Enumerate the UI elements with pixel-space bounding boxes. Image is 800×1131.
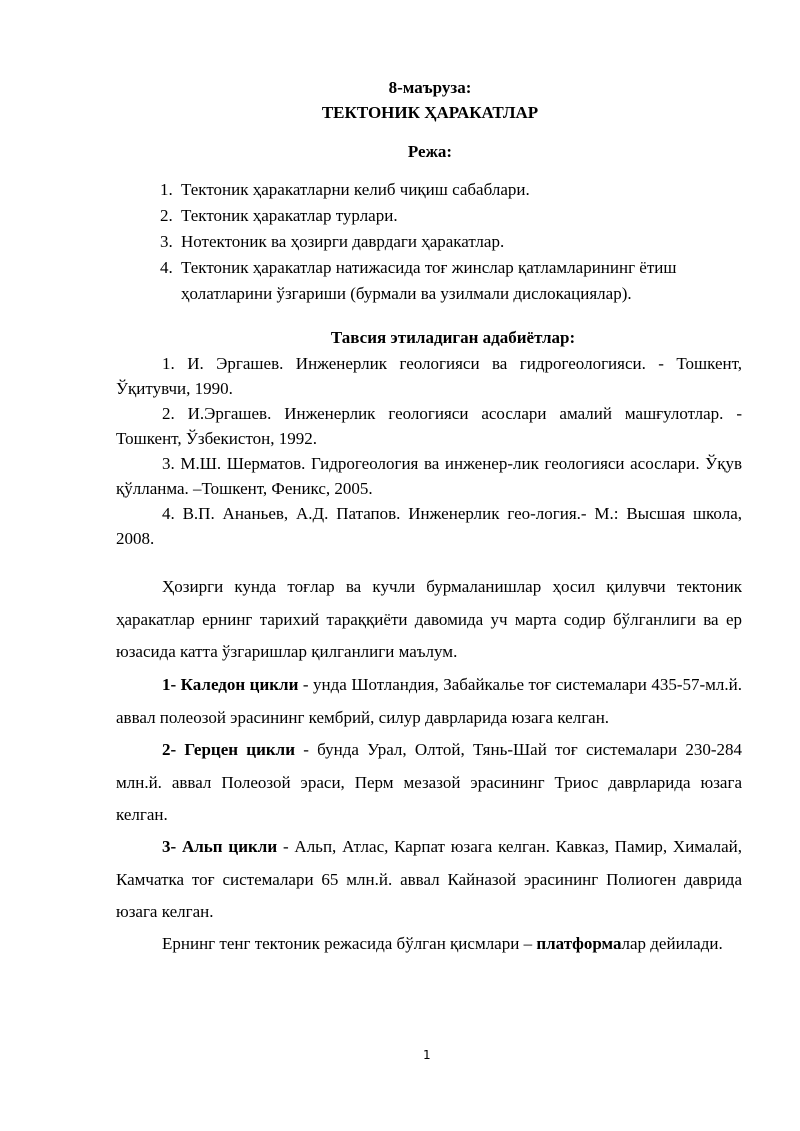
plan-item-number: 2. bbox=[160, 206, 173, 225]
literature-heading: Тавсия этиладиган адабиётлар: bbox=[330, 328, 576, 347]
plan-item-text: Тектоник ҳаракатлар турлари. bbox=[181, 206, 398, 225]
literature-item-text: 3. М.Ш. Шерматов. Гидрогеология ва инженер-лик геологияси асослари. Ўқув қўлланма. –Тошкент, Феникс, 2005. bbox=[116, 454, 742, 498]
literature-item-text: 2. И.Эргашев. Инженерлик геологияси асослари амалий машғулотлар. - Тошкент, Ўзбекистон, 1992. bbox=[116, 404, 742, 448]
plan-item bbox=[160, 255, 760, 307]
plan-item-text: Тектоник ҳаракатларни келиб чиқиш сабаблари. bbox=[181, 180, 530, 199]
cycle-paragraph bbox=[116, 734, 742, 832]
cycle-paragraph bbox=[116, 831, 742, 929]
plan-item-number: 3. bbox=[160, 232, 173, 251]
platform-term: платформа bbox=[536, 934, 622, 953]
literature-item-text: 1. И. Эргашев. Инженерлик геологияси ва гидрогеологияси. - Тошкент, Ўқитувчи, 1990. bbox=[116, 354, 742, 398]
platform-prefix: Ернинг тенг тектоник режасида бўлган қисмлари – bbox=[162, 934, 537, 953]
literature-item bbox=[116, 501, 742, 551]
cycle-text: - унда Шотландия, Забайкалье тоғ системалари 435-57-мл.й. аввал полеозой эрасининг кембрий, силур даврларида юзага келган. bbox=[116, 675, 742, 727]
lecture-number: 8-маъруза: bbox=[388, 78, 472, 97]
cycle-term: 3- Альп цикли bbox=[162, 837, 278, 856]
plan-item bbox=[160, 177, 760, 203]
literature-item-text: 4. В.П. Ананьев, А.Д. Патапов. Инженерлик гео-логия.- М.: Высшая школа, 2008. bbox=[116, 504, 742, 548]
platform-paragraph bbox=[116, 928, 742, 961]
cycle-text: - бунда Урал, Олтой, Тянь-Шай тоғ системалари 230-284 млн.й. аввал Полеозой эраси, Перм мезазой эрасининг Триос даврларида юзага келган. bbox=[116, 740, 742, 824]
plan-item-number: 1. bbox=[160, 180, 173, 199]
plan-item bbox=[160, 229, 760, 255]
literature-item bbox=[116, 351, 742, 401]
plan-item-text: Нотектоник ва ҳозирги даврдаги ҳаракатлар. bbox=[181, 232, 505, 251]
plan-heading: Режа: bbox=[407, 142, 453, 161]
plan-item bbox=[160, 203, 760, 229]
literature-item bbox=[116, 401, 742, 451]
lecture-title: ТЕКТОНИК ҲАРАКАТЛАР bbox=[321, 103, 539, 122]
literature-item bbox=[116, 451, 742, 501]
cycle-term: 2- Герцен цикли bbox=[162, 740, 296, 759]
plan-item-number: 4. bbox=[160, 258, 173, 277]
intro-paragraph: Ҳозирги кунда тоғлар ва кучли бурмаланишлар ҳосил қилувчи тектоник ҳаракатлар ернинг тарихий тараққиёти давомида уч марта содир бўлганлиги ва ер юзасида катта ўзгаришлар қилганлиги маълум. bbox=[116, 577, 742, 661]
cycle-term: 1- Каледон цикли bbox=[162, 675, 299, 694]
cycle-text: - Альп, Атлас, Карпат юзага келган. Кавказ, Памир, Хималай, Камчатка тоғ системалари 65 млн.й. аввал Кайназой эрасининг Полиоген даврида юзага келган. bbox=[116, 837, 743, 921]
plan-list bbox=[160, 177, 760, 307]
cycle-paragraph bbox=[116, 669, 742, 734]
plan-item-text: Тектоник ҳаракатлар натижасида тоғ жинслар қатламларининг ётиш ҳолатларини ўзгариши (бурмали ва узилмали дислокациялар). bbox=[181, 258, 677, 303]
platform-suffix: лар дейилади. bbox=[621, 934, 723, 953]
page-number: 1 bbox=[423, 1048, 431, 1062]
